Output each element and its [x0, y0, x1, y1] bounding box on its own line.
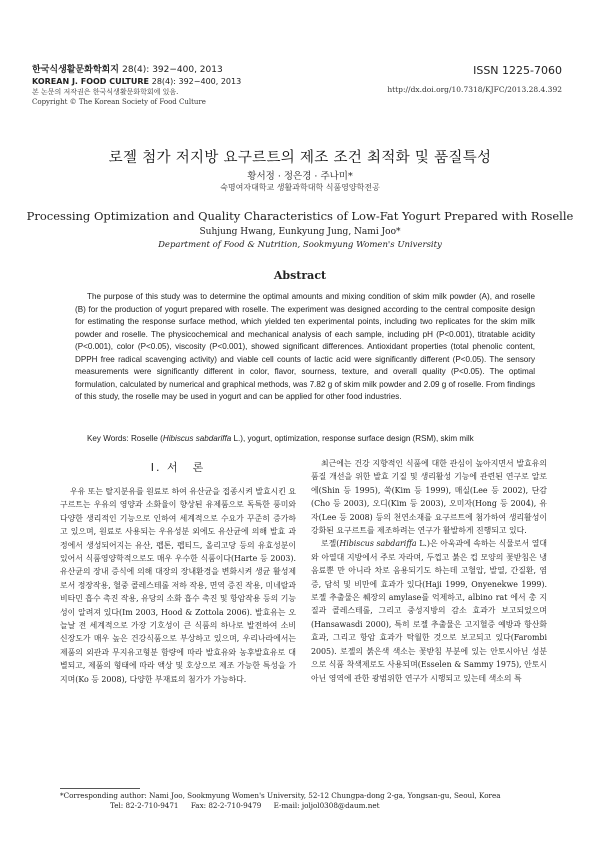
roselle-scientific-name: Hibiscus sabdariffa [339, 539, 417, 549]
section-heading-introduction: Ⅰ. 서 론 [150, 461, 206, 474]
keywords [87, 434, 547, 443]
body-column-left [60, 457, 296, 686]
article-title-en: Processing Optimization and Quality Characteristics of Low-Fat Yogurt Prepared with Roselle [26, 209, 574, 223]
footnote [60, 791, 550, 811]
affiliation-kr: 숙명여자대학교 생활과학대학 식품영양학전공 [220, 183, 380, 192]
contact-line [60, 801, 550, 811]
body-column-right [311, 457, 547, 685]
corresponding-author: *Corresponding author: Nami Joo, Sookmyung Women's University, 52-12 Chungpa-dong 2-ga, Yongsan-gu, Seoul, Korea [60, 791, 501, 800]
copyright-line: Copyright © The Korean Society of Food Culture [32, 98, 206, 106]
abstract-text: The purpose of this study was to determine the optimal amounts and mixing condition of skim milk powder (A), and roselle (B) for the production of yogurt prepared with roselle. The experiment was designed according to the central composite design for estimating the response surface method, which yielded ten experimental points, including two replicates for the skim milk powder and roselle. The physicochemical and mechanical analysis of each sample, including pH (P<0.001), titratable acidity (P<0.001), color (P<0.05), viscosity (P<0.001), showed significant differences. Antioxidant properties (total phenolic content, DPPH free radical scavenging activity) and viable cell counts of lactic acid were significantly different (P<0.05). The sensory measurements were significantly different in color, flavor, sourness, texture, and overall quality (P<0.05). The optimal formulation, calculated by numerical and graphical methods, was 7.82 g of skim milk powder and 2.09 g of roselle. From findings of this study, the roselle may be used in yogurt and can be applied for other food industries. [75, 292, 535, 401]
intro-paragraph-3 [311, 537, 547, 684]
doi-link[interactable]: http://dx.doi.org/10.7318/KJFC/2013.28.4.392 [387, 85, 562, 94]
journal-volume-en: 28(4): 392−400, 2013 [151, 77, 242, 86]
roselle-text-pre: 로젤( [321, 539, 340, 549]
footnote-divider [60, 788, 140, 789]
intro-paragraph-2: 최근에는 건강 지향적인 식품에 대한 관심이 높아지면서 발효유의 품질 개선을 위한 발효 기질 및 생리활성 기능에 관련된 연구로 알로에(Shin 등 1995), 쑥(Kim 등 1999), 매실(Lee 등 2002), 단감(Cho 등 2003), 오디(Kim 등 2003), 오미자(Hong 등 2004), 유자(Lee 등 2008) 등의 천연소재를 요구르트에 첨가하여 생리활성이 강화된 요구르트를 제조하려는 연구가 활발하게 진행되고 있다. [311, 459, 547, 536]
journal-header [32, 64, 362, 107]
article-title-kr: 로젤 첨가 저지방 요구르트의 제조 조건 최적화 및 품질특성 [108, 150, 492, 166]
abstract-heading: Abstract [273, 269, 327, 282]
keywords-pre: Roselle ( [130, 434, 163, 443]
copyright-note-kr: 본 논문의 저작권은 한국식생활문화학회에 있음. [32, 88, 179, 96]
authors-kr: 황서정 · 정은경 · 주나미* [247, 171, 353, 182]
intro-paragraph-1: 우유 또는 탈지분유를 원료로 하여 유산균을 접종시켜 발효시킨 요구르트는 우유의 영양과 소화율이 향상된 유제품으로 독특한 풍미와 다양한 생리적인 기능으로 인하여 세계적으로 수요가 꾸준히 증가하고 있으며, 원료로 사용되는 우유성분 외에도 유산균에 의해 발효 과정에서 생성되어지는 유산, 펩톤, 펩티드, 올리고당 등의 유효성분이 있어서 식품영양학적으로도 매우 우수한 식품이다(Harte 등 2003). 유산균의 장내 증식에 의해 대장의 장내환경을 변화시켜 생균 활성제로서 정장작용, 혈중 콜레스테롤 저하 작용, 면역 증진 작용, 미네랄과 비타민 흡수 촉진 작용, 유당의 소화 흡수 촉진 및 항암작용 등의 기능성이 알려져 있다(Im 2003, Hood & Zottola 2006). 발효유는 오늘날 전 세계적으로 가장 기호성이 큰 식품의 하나로 발전하여 소비 신장도가 매우 높은 건강식품으로 부상하고 있으며, 우리나라에서는 제품의 외관과 무지유고형분 함량에 따라 발효유와 농후발효유로 대별되고, 제품의 형태에 따라 액상 및 호상으로 제조 가능한 특성을 가지며(Ko 등 2008), 다양한 부재료의 첨가가 가능하다. [60, 487, 296, 684]
telephone: Tel: 82-2-710-9471 [110, 801, 179, 810]
keywords-post: L.), yogurt, optimization, response surface design (RSM), skim milk [231, 434, 474, 443]
journal-name-kr: 한국식생활문화학회지 [32, 65, 119, 75]
issn: ISSN 1225-7060 [473, 64, 562, 77]
keywords-label: Key Words: [87, 434, 129, 443]
roselle-text-post: L.)은 아욱과에 속하는 식물로서 열대와 아열대 지방에서 주로 자라며, 두껍고 붉은 컵 모양의 꽃받침은 냉 음료뿐 만 아니라 차로 음용되기도 하는데 고혈압, 발열, 간질환, 염증, 담석 및 비만에 효과가 있다(Haji 1999, Onyenekwe 1999). 로젤 추출물은 췌장의 amylase를 억제하고, albino rat 에서 총 지질과 콜레스테롤, 그리고 중성지방의 감소 효과가 보고되었으며(Hansawasdi 2000), 특히 로젤 추출물은 고지혈증 예방과 항산화 효과, 그리고 항암 효과가 탁월한 것으로 보고되고 있다(Farombi 2005). 로젤의 붉은색 색소는 꽃받침 부분에 있는 안토시아닌 성분으로 식품 착색제로도 사용되며(Esselen & Sammy 1975), 안토시아닌 영역에 관한 광범위한 연구가 시행되고 있는데 색소의 특 [311, 539, 547, 683]
journal-identifiers [387, 64, 562, 95]
email[interactable]: E-mail: joljol0308@daum.net [273, 801, 380, 810]
authors-en: Suhjung Hwang, Eunkyung Jung, Nami Joo* [199, 227, 401, 237]
keywords-italic: Hibiscus sabdariffa [162, 434, 232, 443]
affiliation-en: Department of Food & Nutrition, Sookmyung Women's University [158, 240, 442, 250]
journal-name-en: KOREAN J. FOOD CULTURE [32, 77, 149, 86]
fax: Fax: 82-2-710-9479 [190, 801, 262, 810]
journal-volume-kr: 28(4): 392−400, 2013 [122, 65, 223, 75]
